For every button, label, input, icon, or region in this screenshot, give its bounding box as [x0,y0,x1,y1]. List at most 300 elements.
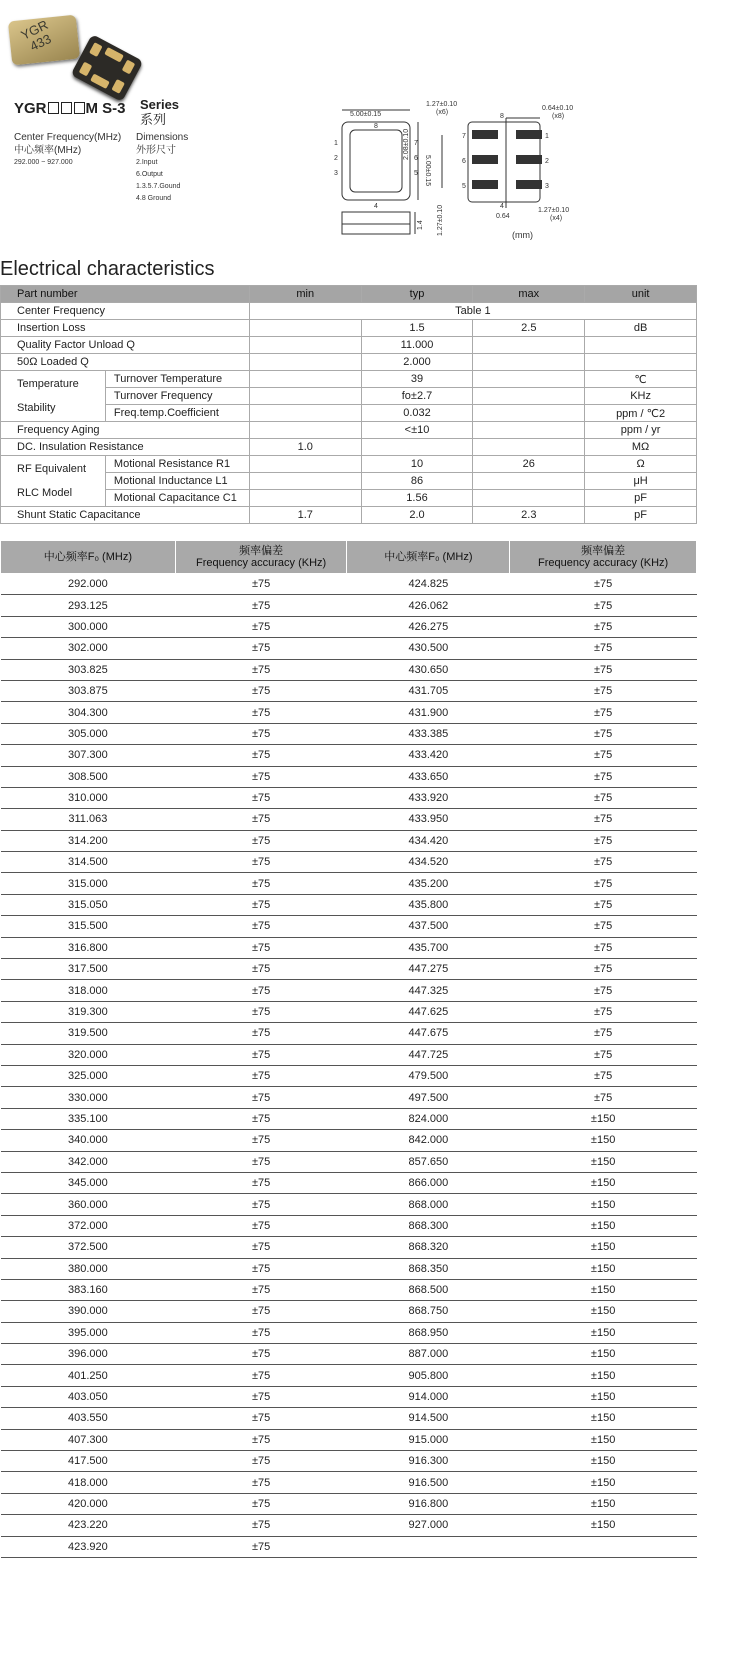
dim-unit: (mm) [512,230,533,240]
table-row [1,595,697,616]
center-freq-cell: 360.000 [1,1194,176,1215]
table-row [1,1172,697,1193]
table-row [1,1322,697,1343]
center-freq-cell: 330.000 [1,1087,176,1108]
accuracy-cell: ±75 [175,787,347,808]
accuracy-cell: ±150 [510,1408,697,1429]
dim-bottom-label: 1.27±0.10 [538,207,570,214]
svg-text:2: 2 [334,155,338,162]
table-row [1,1536,697,1557]
table-row [1,1386,697,1407]
center-freq-cell: 423.220 [1,1515,176,1536]
center-freq-cell: 916.800 [347,1493,510,1514]
table-row [1,894,697,915]
center-freq-cell: 319.500 [1,1023,176,1044]
center-freq-cell: 447.725 [347,1044,510,1065]
header-typ: typ [361,286,473,303]
accuracy-cell: ±75 [510,595,697,616]
center-freq-cell: 905.800 [347,1365,510,1386]
center-freq-cell: 497.500 [347,1087,510,1108]
accuracy-cell: ±150 [510,1429,697,1450]
table-row [1,1108,697,1129]
accuracy-cell: ±75 [175,745,347,766]
center-freq-cell: 447.275 [347,959,510,980]
table-row [1,1408,697,1429]
accuracy-cell: ±75 [175,1279,347,1300]
table-row [1,745,697,766]
svg-text:5: 5 [414,170,418,177]
center-freq-cell: 310.000 [1,787,176,808]
center-freq-cell: 868.950 [347,1322,510,1343]
table-row: Insertion Loss 1.5 2.5 dB [1,320,697,337]
center-freq-cell: 868.320 [347,1237,510,1258]
accuracy-cell: ±75 [175,852,347,873]
accuracy-cell: ±75 [510,937,697,958]
accuracy-cell: ±75 [175,1493,347,1514]
temperature-stability-group: Temperature Stability [1,371,106,422]
center-freq-cell: 433.385 [347,723,510,744]
center-freq-cell: 305.000 [1,723,176,744]
table-row [1,1001,697,1022]
center-freq-cell: 308.500 [1,766,176,787]
table-row [1,1279,697,1300]
table-row [1,1215,697,1236]
table-row: Frequency Aging <±10 ppm / yr [1,422,697,439]
center-freq-cell: 868.000 [347,1194,510,1215]
accuracy-cell: ±75 [510,745,697,766]
center-freq-cell: 300.000 [1,616,176,637]
dim-pad-label: 0.64±0.10 [542,105,574,112]
product-header [0,0,740,260]
accuracy-cell: ±150 [510,1258,697,1279]
center-freq-cell: 395.000 [1,1322,176,1343]
svg-text:3: 3 [334,170,338,177]
accuracy-cell: ±75 [510,766,697,787]
accuracy-cell: ±75 [175,1023,347,1044]
svg-text:3: 3 [545,183,549,190]
svg-text:2: 2 [545,158,549,165]
accuracy-cell: ±75 [175,1044,347,1065]
accuracy-cell: ±75 [175,1172,347,1193]
accuracy-cell: ±75 [175,1429,347,1450]
header-max: max [473,286,585,303]
accuracy-cell: ±150 [510,1493,697,1514]
dim-pitch-count: (x6) [436,109,449,116]
center-freq-cell: 914.000 [347,1386,510,1407]
svg-text:8: 8 [374,123,378,130]
center-freq-cell: 433.420 [347,745,510,766]
accuracy-cell: ±75 [175,1151,347,1172]
accuracy-cell: ±75 [510,980,697,1001]
table-row: Temperature Stability Turnover Temperature 39 ℃ [1,371,697,388]
table-row [1,1023,697,1044]
accuracy-cell: ±75 [175,595,347,616]
table-row [1,1493,697,1514]
center-freq-cell: 320.000 [1,1044,176,1065]
center-freq-cell: 314.200 [1,830,176,851]
table-row [1,616,697,637]
table-row [1,723,697,744]
accuracy-cell: ±75 [510,787,697,808]
table-row [1,1301,697,1322]
center-freq-cell: 319.300 [1,1001,176,1022]
accuracy-cell: ±75 [175,1237,347,1258]
accuracy-cell: ±75 [510,852,697,873]
accuracy-cell: ±75 [175,1194,347,1215]
accuracy-cell: ±75 [175,1087,347,1108]
svg-text:7: 7 [462,133,466,140]
accuracy-cell: ±75 [510,638,697,659]
center-freq-cell: 426.275 [347,616,510,637]
center-freq-cell: 403.550 [1,1408,176,1429]
dim-span-label: 2.08±0.10 [403,128,410,160]
accuracy-cell: ±150 [510,1322,697,1343]
accuracy-cell: ±75 [510,873,697,894]
resonator-chip-top-image [8,15,80,66]
table-row: Motional Capacitance C1 1.56 pF [1,490,697,507]
center-freq-cell: 342.000 [1,1151,176,1172]
accuracy-cell: ±150 [510,1237,697,1258]
table-row [1,1258,697,1279]
center-freq-cell: 380.000 [1,1258,176,1279]
center-freq-cell: 372.000 [1,1215,176,1236]
accuracy-cell: ±150 [510,1108,697,1129]
accuracy-cell: ±75 [175,1322,347,1343]
table-row [1,574,697,595]
table-row: Shunt Static Capacitance 1.7 2.0 2.3 pF [1,507,697,524]
center-freq-cell: 868.500 [347,1279,510,1300]
accuracy-cell: ±150 [510,1472,697,1493]
center-freq-cell: 325.000 [1,1065,176,1086]
accuracy-cell: ±75 [510,830,697,851]
header-part-number: Part number [1,286,250,303]
accuracy-cell: ±75 [175,1001,347,1022]
svg-text:4: 4 [374,203,378,210]
table-row [1,659,697,680]
center-freq-cell: 390.000 [1,1301,176,1322]
model-title: YGR M S-3 [14,100,126,117]
center-freq-cell: 315.050 [1,894,176,915]
table-row [1,766,697,787]
center-freq-cell: 335.100 [1,1108,176,1129]
center-freq-cell: 407.300 [1,1429,176,1450]
center-freq-cell: 423.920 [1,1536,176,1557]
accuracy-cell: ±75 [175,959,347,980]
svg-text:7: 7 [414,140,418,147]
header-center-freq-1: 中心频率F₀ (MHz) [1,541,176,574]
accuracy-cell: ±150 [510,1279,697,1300]
center-freq-cell: 916.300 [347,1451,510,1472]
accuracy-cell: ±75 [175,638,347,659]
accuracy-cell: ±75 [175,809,347,830]
center-freq-cell: 304.300 [1,702,176,723]
accuracy-cell: ±75 [510,1087,697,1108]
accuracy-cell: ±75 [175,1108,347,1129]
accuracy-cell: ±75 [510,916,697,937]
table-row [1,873,697,894]
accuracy-cell: ±150 [510,1215,697,1236]
center-freq-cell: 316.800 [1,937,176,958]
center-freq-cell: 431.900 [347,702,510,723]
center-freq-cell: 824.000 [347,1108,510,1129]
accuracy-cell: ±75 [175,1065,347,1086]
table-row: Center Frequency Table 1 [1,303,697,320]
table-row [1,959,697,980]
dim-bottom-count: (x4) [550,215,563,222]
accuracy-cell: ±75 [175,873,347,894]
table-row [1,638,697,659]
svg-text:8: 8 [500,113,504,120]
center-freq-cell: 434.420 [347,830,510,851]
table-row [1,830,697,851]
accuracy-cell: ±75 [175,1130,347,1151]
table-row: Quality Factor Unload Q 11.000 [1,337,697,354]
accuracy-cell: ±75 [510,702,697,723]
table-row [1,1451,697,1472]
center-freq-cell: 916.500 [347,1472,510,1493]
center-freq-cell: 868.300 [347,1215,510,1236]
center-freq-cell: 479.500 [347,1065,510,1086]
table-row [1,1087,697,1108]
pin-list: 2.Input 6.Output 1.3.5.7.Gound 4.8 Ground [136,159,181,202]
center-freq-cell: 315.000 [1,873,176,894]
center-freq-cell: 868.750 [347,1301,510,1322]
accuracy-cell: ±150 [510,1172,697,1193]
dim-thickness-label: 1.4 [417,220,424,230]
center-freq-cell: 433.920 [347,787,510,808]
table-row [1,1344,697,1365]
accuracy-cell: ±75 [510,809,697,830]
table-row [1,1429,697,1450]
accuracy-cell [510,1536,697,1557]
center-frequency-range: 292.000 ~ 927.000 [14,159,73,166]
center-freq-cell: 433.650 [347,766,510,787]
center-freq-cell: 426.062 [347,595,510,616]
accuracy-cell: ±75 [175,1215,347,1236]
rlc-model-group: RF Equivalent RLC Model [1,456,106,507]
table-row: Turnover Frequency fo±2.7 KHz [1,388,697,405]
accuracy-cell: ±150 [510,1386,697,1407]
center-freq-cell: 307.300 [1,745,176,766]
center-freq-cell: 927.000 [347,1515,510,1536]
header-unit: unit [585,286,697,303]
accuracy-cell: ±75 [175,574,347,595]
accuracy-cell: ±75 [175,1536,347,1557]
center-freq-cell: 447.325 [347,980,510,1001]
accuracy-cell: ±75 [175,1365,347,1386]
accuracy-cell: ±75 [175,894,347,915]
accuracy-cell: ±75 [175,1472,347,1493]
accuracy-cell: ±75 [510,659,697,680]
accuracy-cell: ±150 [510,1451,697,1472]
svg-text:4: 4 [500,203,504,210]
center-freq-cell: 383.160 [1,1279,176,1300]
accuracy-cell: ±150 [510,1344,697,1365]
center-freq-cell: 311.063 [1,809,176,830]
center-freq-cell: 303.825 [1,659,176,680]
accuracy-cell: ±75 [510,1023,697,1044]
accuracy-cell: ±75 [510,894,697,915]
table-row: Freq.temp.Coefficient 0.032 ppm / ℃2 [1,405,697,422]
center-freq-cell: 403.050 [1,1386,176,1407]
header-accuracy-2: 频率偏差 Frequency accuracy (KHz) [510,541,697,574]
center-freq-cell: 401.250 [1,1365,176,1386]
table-row [1,1044,697,1065]
accuracy-cell: ±75 [510,1065,697,1086]
center-freq-cell: 447.675 [347,1023,510,1044]
center-freq-cell: 302.000 [1,638,176,659]
center-freq-cell: 857.650 [347,1151,510,1172]
table-row [1,1065,697,1086]
section-title: Electrical characteristics [0,258,215,280]
center-freq-cell: 340.000 [1,1130,176,1151]
table-row [1,680,697,701]
accuracy-cell: ±150 [510,1301,697,1322]
svg-text:1: 1 [545,133,549,140]
accuracy-cell: ±75 [175,1408,347,1429]
center-freq-cell: 914.500 [347,1408,510,1429]
table-row [1,852,697,873]
center-freq-cell: 915.000 [347,1429,510,1450]
center-freq-cell: 430.650 [347,659,510,680]
center-freq-cell: 887.000 [347,1344,510,1365]
center-freq-cell: 396.000 [1,1344,176,1365]
svg-text:1: 1 [334,140,338,147]
accuracy-cell: ±150 [510,1151,697,1172]
accuracy-cell: ±75 [510,616,697,637]
table-row [1,980,697,1001]
svg-text:6: 6 [414,155,418,162]
resonator-chip-bottom-image [71,34,144,102]
accuracy-cell: ±75 [510,574,697,595]
table-row [1,937,697,958]
table-row [1,702,697,723]
dim-width-label: 5.00±0.15 [350,111,382,118]
frequency-table [0,540,697,1558]
accuracy-cell: ±150 [510,1365,697,1386]
center-freq-cell: 866.000 [347,1172,510,1193]
header-accuracy-1: 频率偏差 Frequency accuracy (KHz) [175,541,347,574]
center-freq-cell: 420.000 [1,1493,176,1514]
header-min: min [249,286,361,303]
table-row: DC. Insulation Resistance 1.0 MΩ [1,439,697,456]
table-row: 50Ω Loaded Q 2.000 [1,354,697,371]
center-freq-cell [347,1536,510,1557]
dim-pitch-label: 1.27±0.10 [426,101,458,108]
table-row [1,1237,697,1258]
table-row [1,787,697,808]
center-freq-cell: 345.000 [1,1172,176,1193]
accuracy-cell: ±75 [510,959,697,980]
dimensions-label: Dimensions 外形尺寸 [136,132,189,156]
accuracy-cell: ±75 [510,680,697,701]
accuracy-cell: ±75 [175,1386,347,1407]
accuracy-cell: ±75 [510,1001,697,1022]
dim-span2-label: 1.27±0.10 [437,204,444,236]
table-row: Motional Inductance L1 86 μH [1,473,697,490]
center-freq-cell: 437.500 [347,916,510,937]
svg-text:6: 6 [462,158,466,165]
dim-064-label: 0.64 [496,213,510,220]
accuracy-cell: ±75 [175,702,347,723]
table-row [1,1151,697,1172]
accuracy-cell: ±75 [510,723,697,744]
series-label: Series 系列 [140,97,180,127]
center-freq-cell: 431.705 [347,680,510,701]
frequency-table-body [1,574,697,1558]
accuracy-cell: ±75 [175,916,347,937]
table-row [1,1472,697,1493]
svg-text:5: 5 [462,183,466,190]
center-freq-cell: 433.950 [347,809,510,830]
table-row [1,1130,697,1151]
accuracy-cell: ±150 [510,1130,697,1151]
center-freq-cell: 435.800 [347,894,510,915]
accuracy-cell: ±75 [175,1344,347,1365]
center-frequency-label: Center Frequency(MHz) 中心频率(MHz) [14,132,122,156]
dimension-drawing [330,100,630,250]
center-freq-cell: 434.520 [347,852,510,873]
center-freq-cell: 435.700 [347,937,510,958]
header-center-freq-2: 中心频率F₀ (MHz) [347,541,510,574]
center-freq-cell: 293.125 [1,595,176,616]
accuracy-cell: ±75 [175,980,347,1001]
table-row [1,809,697,830]
accuracy-cell: ±75 [175,659,347,680]
table-row [1,1194,697,1215]
center-freq-cell: 447.625 [347,1001,510,1022]
center-freq-cell: 292.000 [1,574,176,595]
chip-marking: YGR 433 [18,16,54,54]
table-row: RF Equivalent RLC Model Motional Resistance R1 10 26 Ω [1,456,697,473]
center-freq-cell: 303.875 [1,680,176,701]
dim-pad-count: (x8) [552,113,565,120]
dim-height-label: 5.00±0.15 [424,155,431,187]
accuracy-cell: ±75 [175,1301,347,1322]
accuracy-cell: ±150 [510,1194,697,1215]
center-freq-cell: 430.500 [347,638,510,659]
center-freq-cell: 315.500 [1,916,176,937]
table-header-row [1,286,697,303]
center-freq-cell: 317.500 [1,959,176,980]
center-freq-cell: 842.000 [347,1130,510,1151]
accuracy-cell: ±75 [175,1515,347,1536]
center-freq-cell: 424.825 [347,574,510,595]
accuracy-cell: ±75 [510,1044,697,1065]
accuracy-cell: ±75 [175,830,347,851]
accuracy-cell: ±75 [175,1258,347,1279]
center-freq-cell: 418.000 [1,1472,176,1493]
center-freq-cell: 318.000 [1,980,176,1001]
center-freq-cell: 417.500 [1,1451,176,1472]
electrical-characteristics-table [0,285,697,524]
accuracy-cell: ±75 [175,1451,347,1472]
frequency-table-header [1,541,697,574]
center-freq-cell: 868.350 [347,1258,510,1279]
accuracy-cell: ±75 [175,937,347,958]
center-freq-cell: 372.500 [1,1237,176,1258]
table-row [1,916,697,937]
center-freq-cell: 435.200 [347,873,510,894]
accuracy-cell: ±150 [510,1515,697,1536]
center-freq-cell: 314.500 [1,852,176,873]
accuracy-cell: ±75 [175,723,347,744]
accuracy-cell: ±75 [175,616,347,637]
accuracy-cell: ±75 [175,766,347,787]
table-row [1,1515,697,1536]
table-row [1,1365,697,1386]
accuracy-cell: ±75 [175,680,347,701]
